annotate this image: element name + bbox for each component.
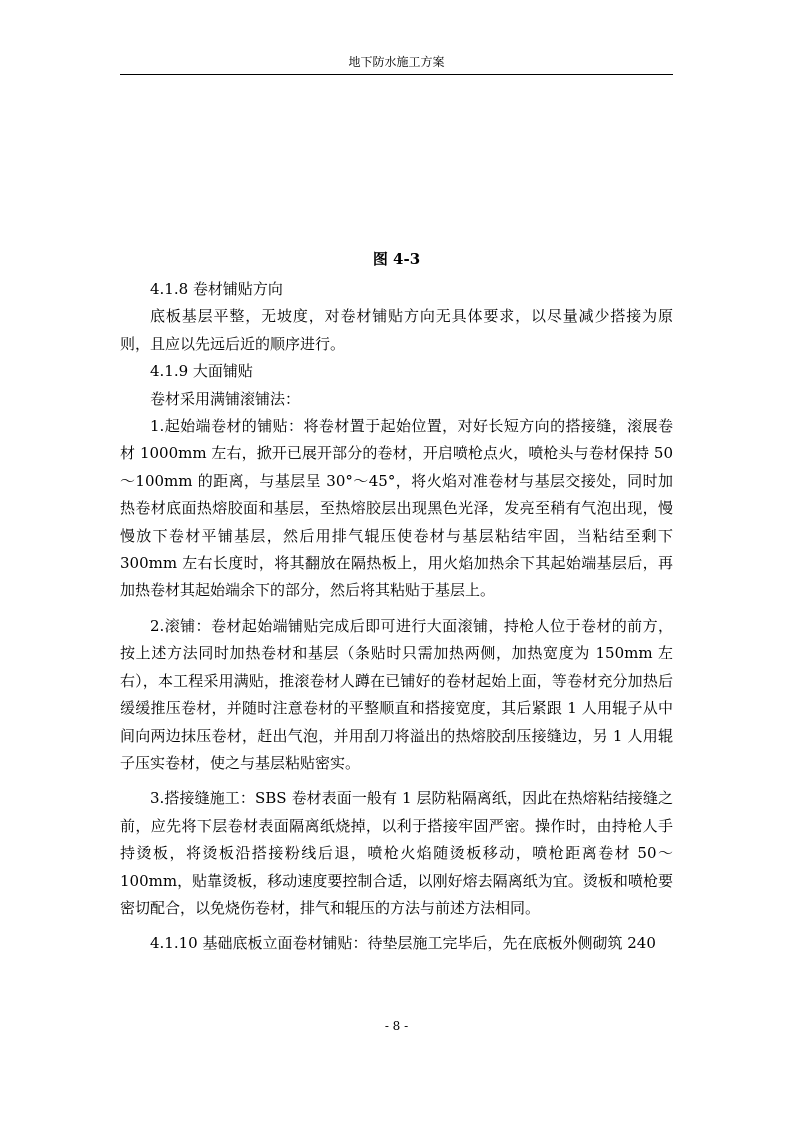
list-item-2-rolling: 2.滚铺：卷材起始端铺贴完成后即可进行大面滚铺，持枪人位于卷材的前方，按上述方法同时加热卷材和基层（条贴时只需加热两侧，加热宽度为 150mm 左右），本工程采用满贴，推滚卷材人蹲在已铺好的卷材起始上面，等卷材充分加热后缓缓推压卷材，并随时注意卷材的平整顺直和搭接宽度，其后紧跟 1 人用辊子从中间向两边抹压卷材，赶出气泡，并用刮刀将溢出的热熔胶刮压接缝边，另 1 人用辊子压实卷材，使之与基层粘贴密实。 xyxy=(120,616,673,772)
section-4-1-10: 4.1.10 基础底板立面卷材铺贴：待垫层施工完毕后，先在底板外侧砌筑 240 xyxy=(150,934,656,953)
paragraph-4-1-8: 底板基层平整，无坡度，对卷材铺贴方向无具体要求，以尽量减少搭接为原则，且应以先远后近的顺序进行。 xyxy=(120,307,673,353)
document-body xyxy=(120,276,673,958)
figure-caption: 图 4-3 xyxy=(372,250,421,268)
list-item-1-start-end-laying: 1.起始端卷材的铺贴：将卷材置于起始位置，对好长短方向的搭接缝，滚展卷材 1000mm 左右，掀开已展开部分的卷材，开启喷枪点火，喷枪头与卷材保持 50～100mm 的距离，与基层呈 30°～45°，将火焰对准卷材与基层交接处，同时加热卷材底面热熔胶面和基层，至热熔胶层出现黑色光泽，发亮至稍有气泡出现，慢慢放下卷材平铺基层，然后用排气辊压使卷材与基层粘结牢固，当粘结至剩下 300mm 左右长度时，将其翻放在隔热板上，用火焰加热余下其起始端基层后，再加热卷材其起始端余下的部分，然后将其粘贴于基层上。 xyxy=(120,417,673,600)
list-item-3-lap-seam: 3.搭接缝施工：SBS 卷材表面一般有 1 层防粘隔离纸，因此在热熔粘结接缝之前，应先将下层卷材表面隔离纸烧掉，以利于搭接牢固严密。操作时，由持枪人手持烫板，将烫板沿搭接粉线后退，喷枪火焰随烫板移动，喷枪距离卷材 50～100mm，贴靠烫板，移动速度要控制合适，以刚好熔去隔离纸为宜。烫板和喷枪要密切配合，以免烧伤卷材，排气和辊压的方法与前述方法相同。 xyxy=(120,789,673,917)
paragraph-4-1-9-intro: 卷材采用满铺滚铺法： xyxy=(150,389,301,408)
page-header: 地下防水施工方案 xyxy=(348,55,445,69)
page-number: - 8 - xyxy=(384,1019,409,1033)
header-divider xyxy=(120,74,673,75)
section-heading-4-1-8: 4.1.8 卷材铺贴方向 xyxy=(150,280,283,298)
section-heading-4-1-9: 4.1.9 大面铺贴 xyxy=(150,362,253,381)
